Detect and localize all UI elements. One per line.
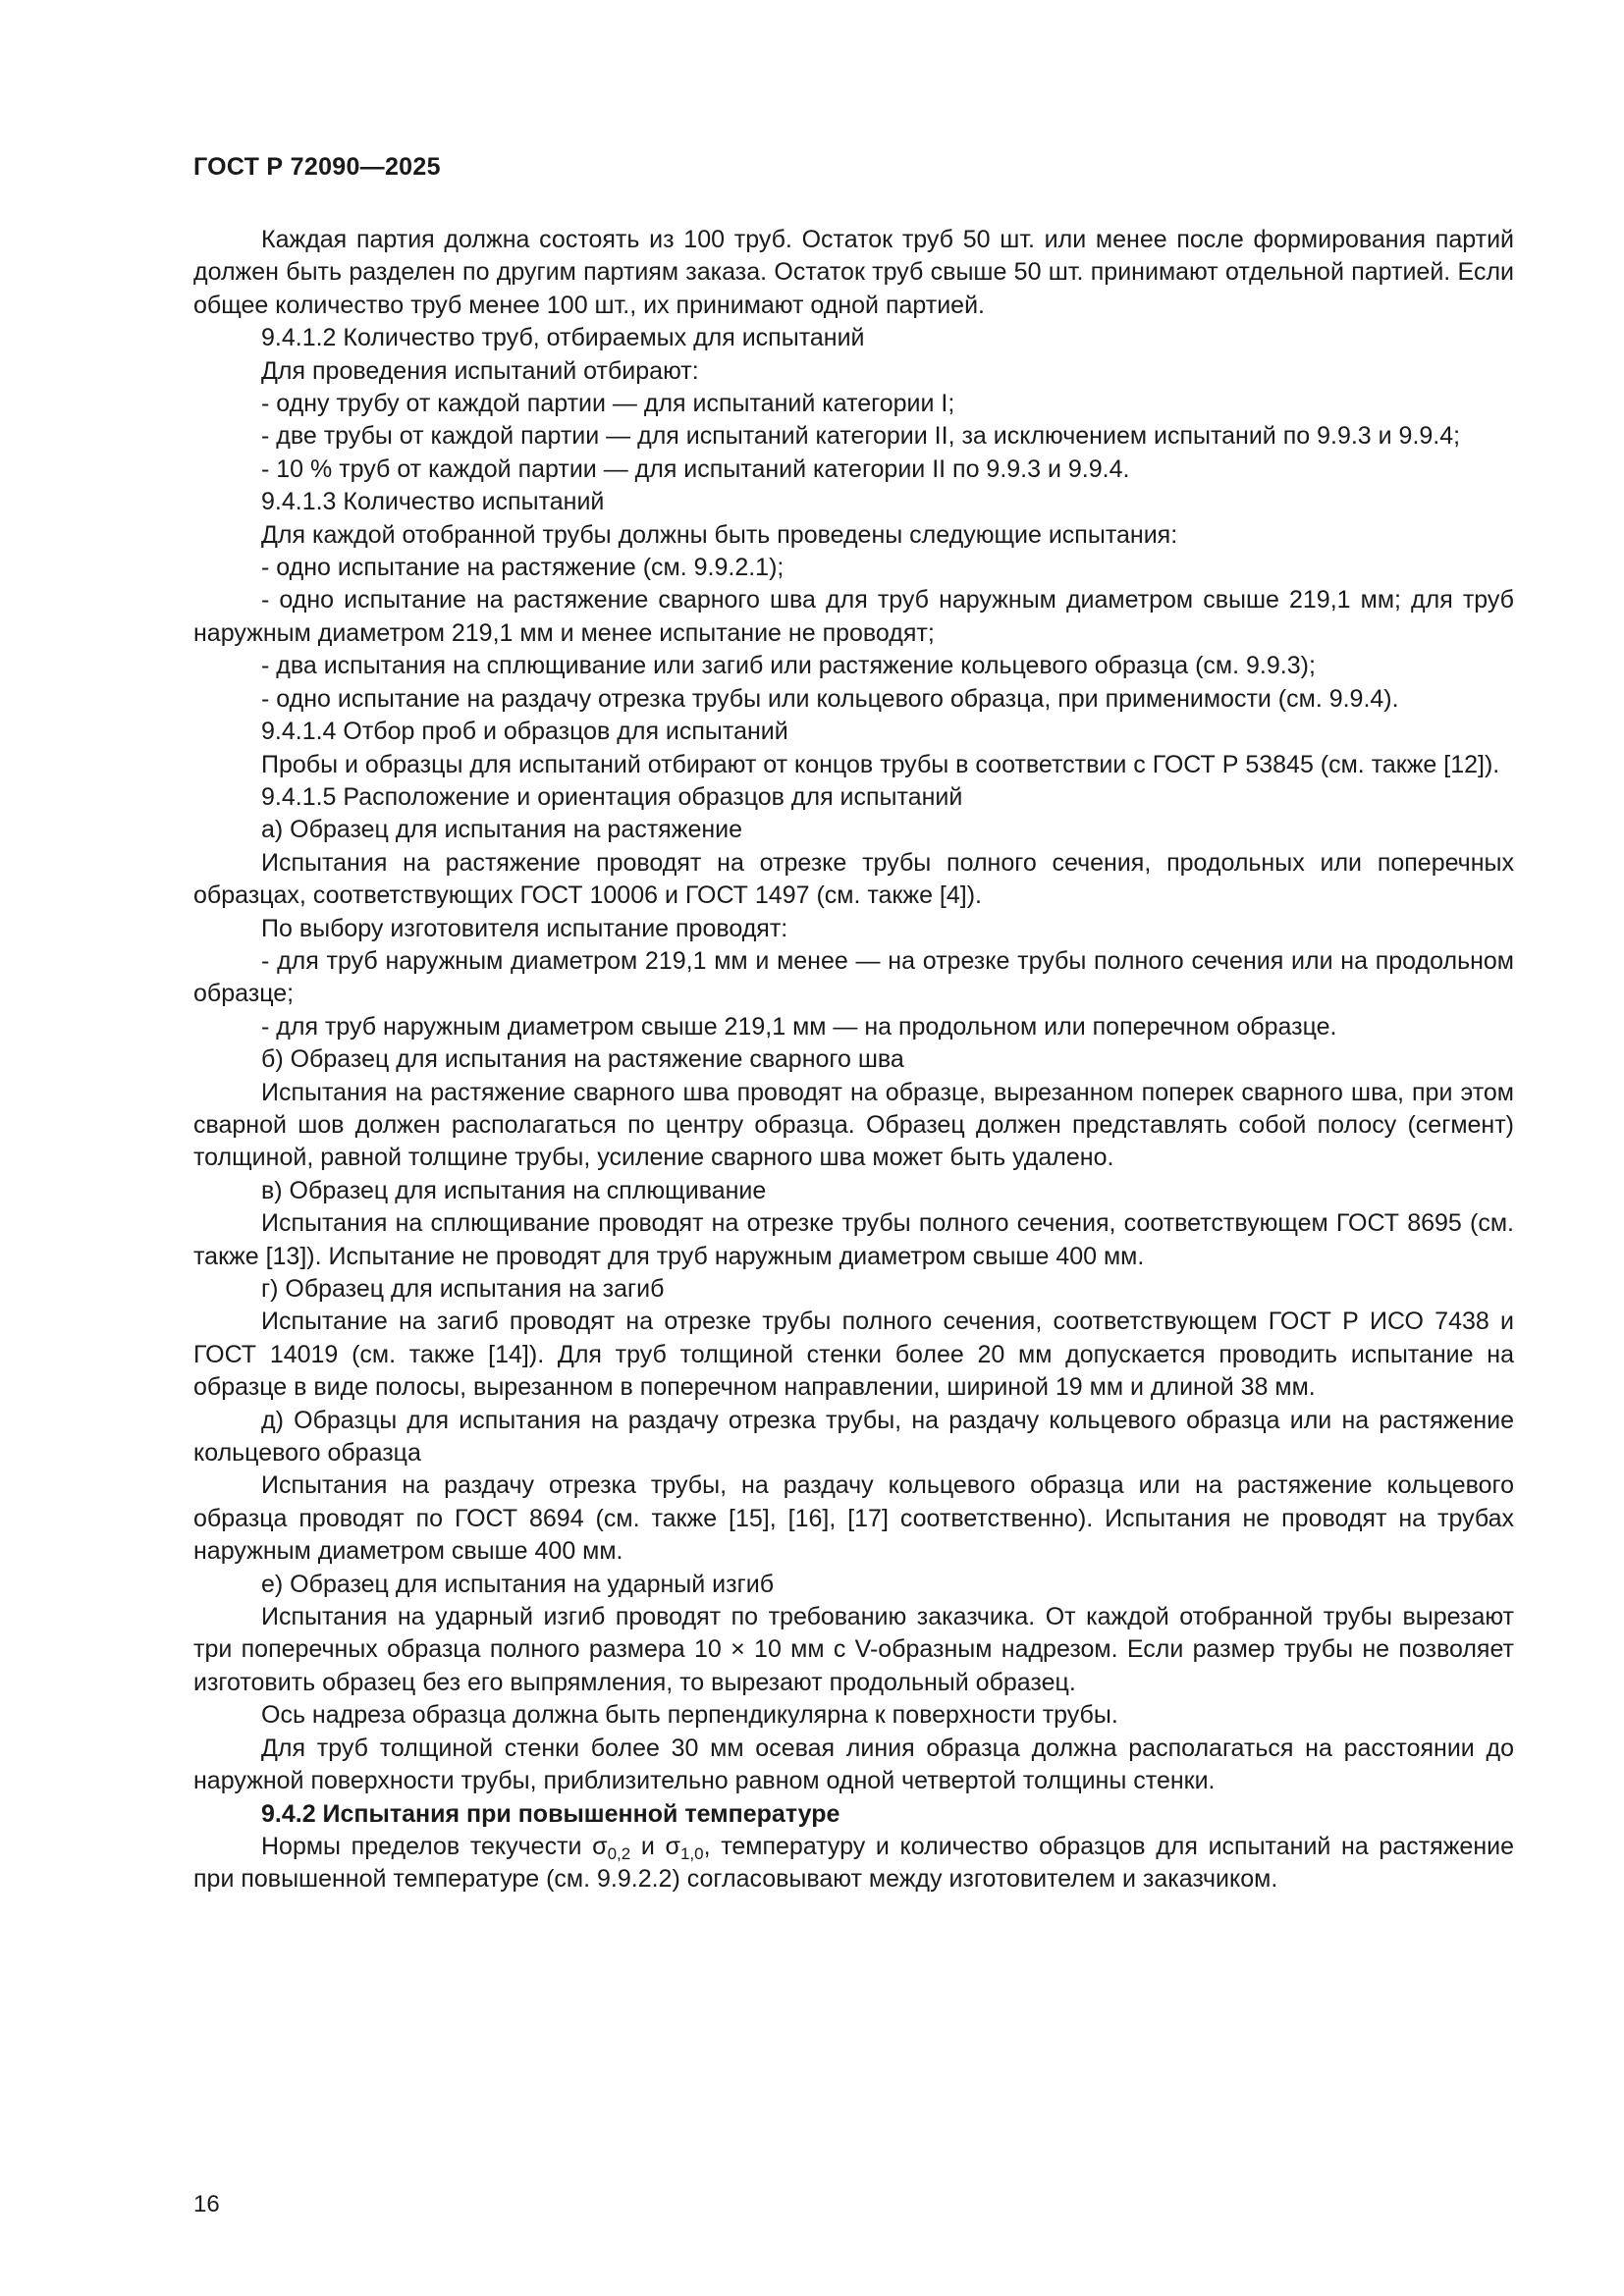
paragraph: 9.4.1.2 Количество труб, отбираемых для испытаний [261,324,865,352]
paragraph: в) Образец для испытания на сплющивание [261,1176,767,1204]
paragraph: 9.4.1.4 Отбор проб и образцов для испытаний [261,718,788,746]
paragraph: Для труб толщиной стенки более 30 мм осевая линия образца должна располагаться на расстоянии до наружной поверхности трубы, приблизительно равном одной четвертой толщины стенки. [193,1734,1514,1795]
subscript: 0,2 [607,1843,631,1863]
paragraph: Каждая партия должна состоять из 100 труб. Остаток труб 50 шт. или менее после формирования партий должен быть разделен по другим партиям заказа. Остаток труб свыше 50 шт. принимают отдельной партией. Если общее количество труб менее 100 шт., их принимают одной партией. [193,226,1514,319]
page-number: 16 [193,2191,220,2217]
paragraph: - две трубы от каждой партии — для испытаний категории II, за исключением испытаний по 9.9.3 и 9.9.4; [261,422,1461,451]
paragraph: г) Образец для испытания на загиб [261,1275,665,1303]
paragraph-yield-strength [193,1831,1514,1896]
text-segment: Нормы пределов текучести σ [261,1832,608,1860]
paragraph: Испытания на ударный изгиб проводят по требованию заказчика. От каждой отобранной трубы вырезают три поперечных образца полного размера 10 × 10 мм с V-образным надрезом. Если размер трубы не позволяет изготовить образец без его выпрямления, то вырезают продольный образец. [193,1603,1514,1696]
paragraph: 9.4.1.3 Количество испытаний [261,488,605,516]
paragraph: - для труб наружным диаметром 219,1 мм и менее — на отрезке трубы полного сечения или на продольном образце; [193,946,1514,1008]
paragraph: е) Образец для испытания на ударный изгиб [261,1570,775,1598]
section-heading: 9.4.2 Испытания при повышенной температуре [261,1799,840,1828]
paragraph: Ось надреза образца должна быть перпендикулярна к поверхности трубы. [261,1701,1118,1730]
subscript: 1,0 [679,1843,704,1863]
paragraph: Для проведения испытаний отбирают: [261,356,699,385]
paragraph: Испытания на раздачу отрезка трубы, на раздачу кольцевого образца или на растяжение кольцевого образца проводят по ГОСТ 8694 (см. также [15], [16], [17] соответственно). Испытания не проводят на трубах наружным диаметром свыше 400 мм. [193,1471,1514,1566]
text-segment: и σ [630,1832,680,1860]
paragraph: д) Образцы для испытания на раздачу отрезка трубы, на раздачу кольцевого образца или на растяжение кольцевого образца [193,1406,1514,1468]
paragraph: 9.4.1.5 Расположение и ориентация образцов для испытаний [261,782,963,811]
paragraph: - одно испытание на раздачу отрезка трубы или кольцевого образца, при применимости (см. 9.9.4). [261,684,1399,713]
text-segment: , температуру и количество образцов для испытаний на растяжение при повышенной температуре (см. 9.9.2.2) согласовывают между изготовителем и заказчиком. [193,1832,1515,1894]
paragraph: Испытания на растяжение проводят на отрезке трубы полного сечения, продольных или поперечных образцах, соответствующих ГОСТ 10006 и ГОСТ 1497 (см. также [4]). [193,848,1514,910]
paragraph: - одну трубу от каждой партии — для испытаний категории I; [261,390,955,418]
paragraph: - одно испытание на растяжение (см. 9.9.2.1); [261,554,785,582]
paragraph: Испытания на сплющивание проводят на отрезке трубы полного сечения, соответствующем ГОСТ 8695 (см. также [13]). Испытание не проводят для труб наружным диаметром свыше 400 мм. [193,1209,1514,1270]
paragraph: - для труб наружным диаметром свыше 219,1 мм — на продольном или поперечном образце. [261,1012,1337,1041]
paragraph: Пробы и образцы для испытаний отбирают от концов трубы в соответствии с ГОСТ Р 53845 (см. также [12]). [261,750,1500,778]
paragraph: - 10 % труб от каждой партии — для испытаний категории II по 9.9.3 и 9.9.4. [261,454,1130,483]
paragraph: Испытания на растяжение сварного шва проводят на образце, вырезанном поперек сварного шва, при этом сварной шов должен располагаться по центру образца. Образец должен представлять собой полосу (сегмент) толщиной, равной толщине трубы, усиление сварного шва может быть удалено. [193,1078,1514,1172]
paragraph: Испытание на загиб проводят на отрезке трубы полного сечения, соответствующем ГОСТ Р ИСО 7438 и ГОСТ 14019 (см. также [14]). Для труб толщиной стенки более 20 мм допускается проводить испытание на образце в виде полосы, вырезанном в поперечном направлении, шириной 19 мм и длиной 38 мм. [193,1308,1514,1402]
paragraph: Для каждой отобранной трубы должны быть проведены следующие испытания: [261,520,1178,549]
paragraph: По выбору изготовителя испытание проводят: [261,914,788,942]
paragraph: - два испытания на сплющивание или загиб или растяжение кольцевого образца (см. 9.9.3); [261,652,1316,680]
document-body [193,224,1514,1896]
paragraph: - одно испытание на растяжение сварного шва для труб наружным диаметром свыше 219,1 мм; для труб наружным диаметром 219,1 мм и менее испытание не проводят; [193,586,1514,647]
document-header: ГОСТ Р 72090—2025 [193,153,441,181]
paragraph: а) Образец для испытания на растяжение [261,816,743,844]
paragraph: б) Образец для испытания на растяжение сварного шва [261,1045,904,1074]
